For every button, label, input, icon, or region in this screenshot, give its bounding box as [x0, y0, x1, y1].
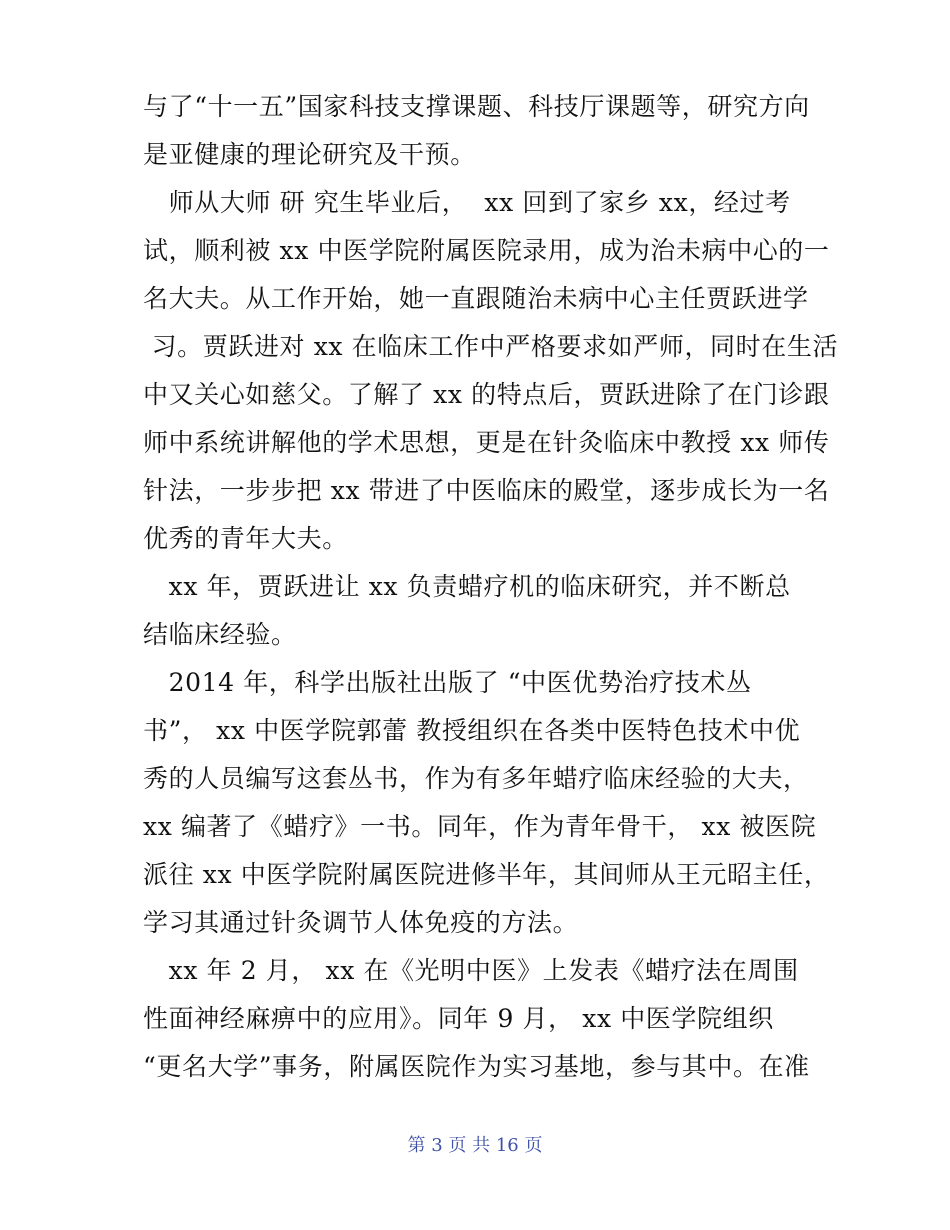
text-line-20: 性面神经麻痹中的应用》。同年 9 月， xx 中医学院组织	[143, 1004, 774, 1033]
page-number-footer: 第 3 页 共 16 页	[407, 1135, 543, 1156]
text-line-1: 与了“十一五”国家科技支撑课题、科技厅课题等，研究方向	[143, 92, 810, 121]
text-line-2: 是亚健康的理论研究及干预。	[143, 140, 476, 169]
text-line-14: 书”， xx 中医学院郭蕾 教授组织在各类中医特色技术中优	[143, 716, 801, 745]
text-line-4: 试，顺利被 xx 中医学院附属医院录用，成为治未病中心的一	[143, 236, 830, 265]
text-line-6: 习。贾跃进对 xx 在临床工作中严格要求如严师，同时在生活	[143, 332, 839, 361]
text-line-21: “更名大学”事务，附属医院作为实习基地，参与其中。在准	[143, 1052, 810, 1081]
text-line-12: 结临床经验。	[143, 620, 297, 649]
text-line-18: 学习其通过针灸调节人体免疫的方法。	[143, 908, 579, 937]
text-line-15: 秀的人员编写这套丛书，作为有多年蜡疗临床经验的大夫，	[143, 764, 809, 793]
text-line-13: 2014 年，科学出版社出版了 “中医优势治疗技术丛	[143, 668, 752, 697]
text-line-11: xx 年，贾跃进让 xx 负责蜡疗机的临床研究，并不断总	[143, 572, 791, 601]
text-line-5: 名大夫。从工作开始，她一直跟随治未病中心主任贾跃进学	[143, 284, 809, 313]
text-line-7: 中又关心如慈父。了解了 xx 的特点后，贾跃进除了在门诊跟	[143, 380, 830, 409]
text-line-17: 派往 xx 中医学院附属医院进修半年，其间师从王元昭主任，	[143, 860, 830, 889]
text-line-16: xx 编著了《蜡疗》一书。同年，作为青年骨干， xx 被医院	[143, 812, 817, 841]
text-line-19: xx 年 2 月， xx 在《光明中医》上发表《蜡疗法在周围	[143, 956, 799, 985]
text-line-9: 针法，一步步把 xx 带进了中医临床的殿堂，逐步成长为一名	[143, 476, 830, 505]
text-line-3: 师从大师 研 究生毕业后， xx 回到了家乡 xx，经过考	[143, 188, 791, 217]
text-line-10: 优秀的青年大夫。	[143, 524, 348, 553]
text-line-8: 师中系统讲解他的学术思想，更是在针灸临床中教授 xx 师传	[143, 428, 830, 457]
